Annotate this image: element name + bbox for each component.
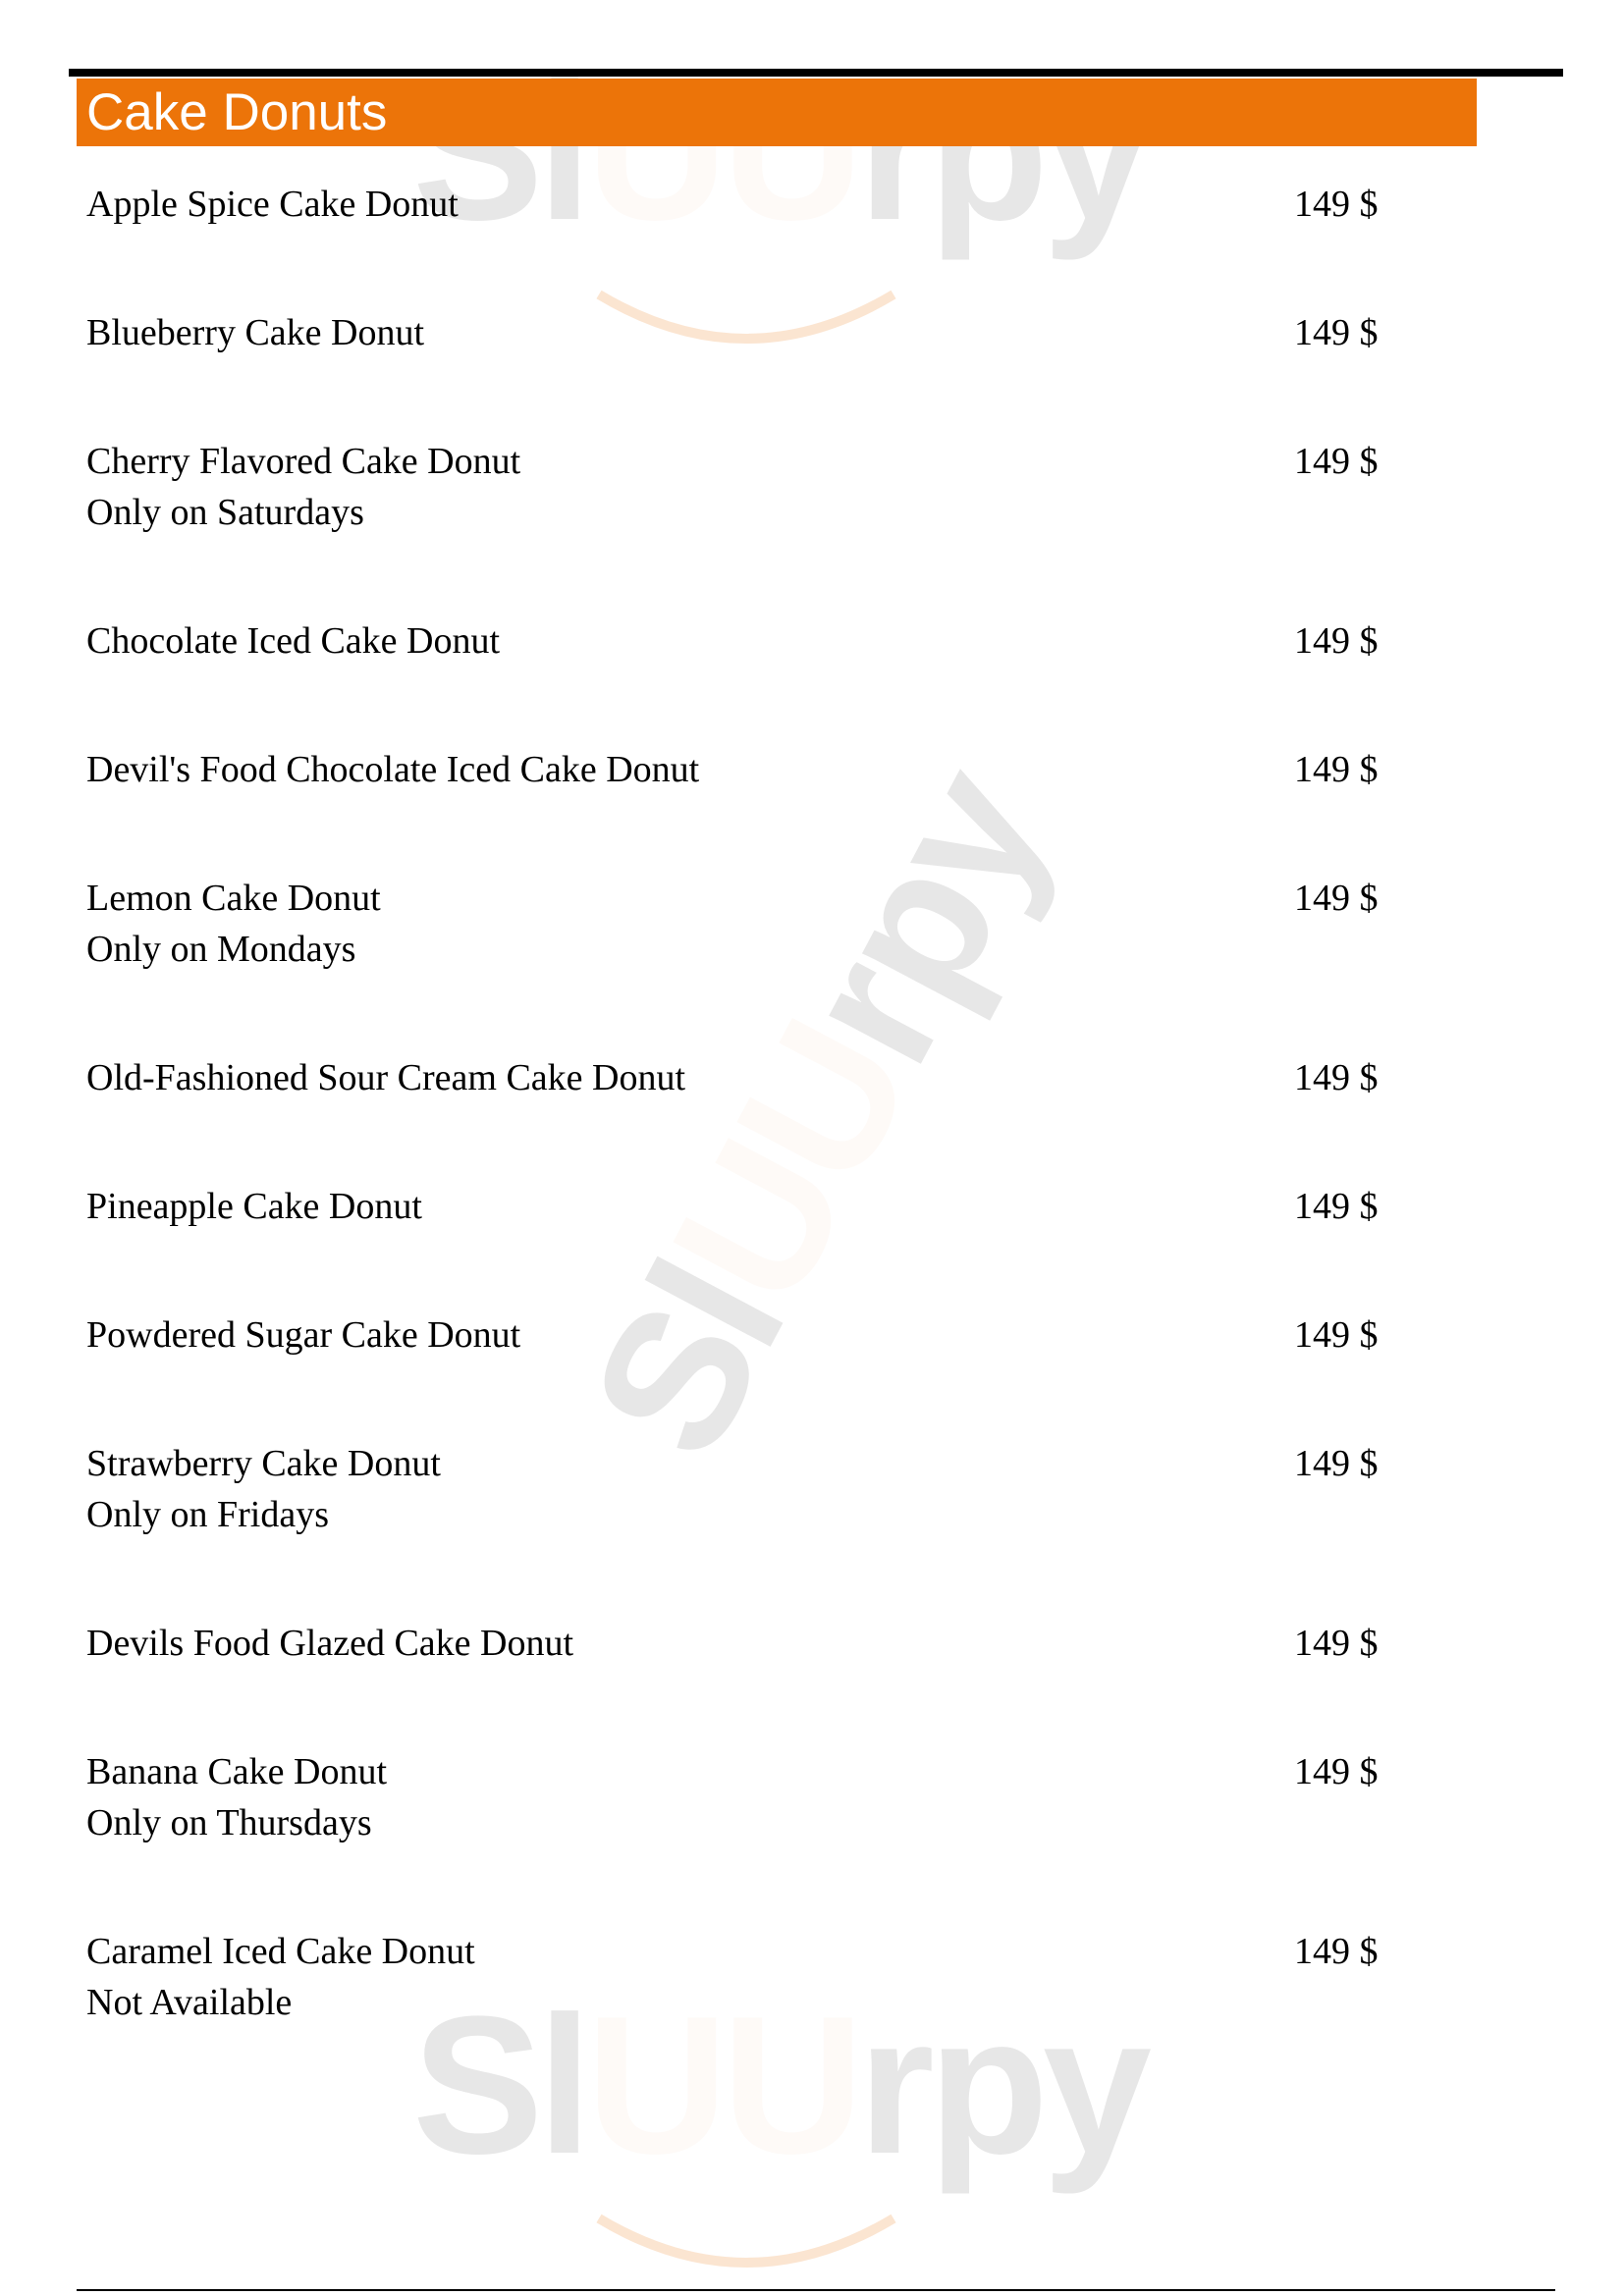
item-price: 149 $ [1294,1623,1379,1664]
item-name: Old-Fashioned Sour Cream Cake Donut [86,1057,686,1098]
item-name: Lemon Cake Donut [86,878,381,919]
item-name: Blueberry Cake Donut [86,312,425,353]
menu-item [0,1746,1624,1854]
watermark-text-c: rpy [857,1976,1147,2195]
menu-item [0,1926,1624,2034]
item-price: 149 $ [1294,441,1379,482]
item-price: 149 $ [1294,878,1379,919]
item-name: Powdered Sugar Cake Donut [86,1314,521,1356]
watermark-text-a: Sl [549,1232,825,1489]
menu-item [0,1181,1624,1289]
watermark-text-c: rpy [758,738,1087,1096]
item-name: Chocolate Iced Cake Donut [86,620,501,662]
menu-item [0,744,1624,852]
menu-item [0,1618,1624,1726]
item-name: Caramel Iced Cake Donut [86,1931,475,1972]
menu-item [0,1052,1624,1160]
item-price: 149 $ [1294,749,1379,790]
item-note: Only on Mondays [86,929,356,970]
item-price: 149 $ [1294,1443,1379,1484]
menu-item [0,1438,1624,1546]
item-name: Strawberry Cake Donut [86,1443,441,1484]
bottom-rule [77,2289,1555,2291]
item-price: 149 $ [1294,1186,1379,1227]
watermark-text-a: Sl [412,1976,586,2195]
item-price: 149 $ [1294,1057,1379,1098]
item-note: Only on Fridays [86,1494,329,1535]
item-name: Devil's Food Chocolate Iced Cake Donut [86,749,700,790]
menu-item [0,615,1624,723]
item-name: Cherry Flavored Cake Donut [86,441,521,482]
item-price: 149 $ [1294,1314,1379,1356]
item-price: 149 $ [1294,620,1379,662]
item-note: Only on Saturdays [86,492,364,533]
menu-item [0,436,1624,544]
menu-item [0,307,1624,415]
item-note: Only on Thursdays [86,1802,372,1843]
item-price: 149 $ [1294,1751,1379,1792]
item-note: Not Available [86,1982,293,2023]
menu-item [0,1309,1624,1417]
menu-item [0,179,1624,287]
item-name: Devils Food Glazed Cake Donut [86,1623,574,1664]
watermark-text-a: Sl [412,42,586,261]
item-name: Banana Cake Donut [86,1751,388,1792]
menu-item [0,873,1624,981]
item-price: 149 $ [1294,312,1379,353]
item-price: 149 $ [1294,1931,1379,1972]
item-price: 149 $ [1294,184,1379,225]
item-name: Apple Spice Cake Donut [86,184,459,225]
section-title: Cake Donuts [86,83,388,141]
item-name: Pineapple Cake Donut [86,1186,422,1227]
watermark-text-c: rpy [857,42,1147,261]
